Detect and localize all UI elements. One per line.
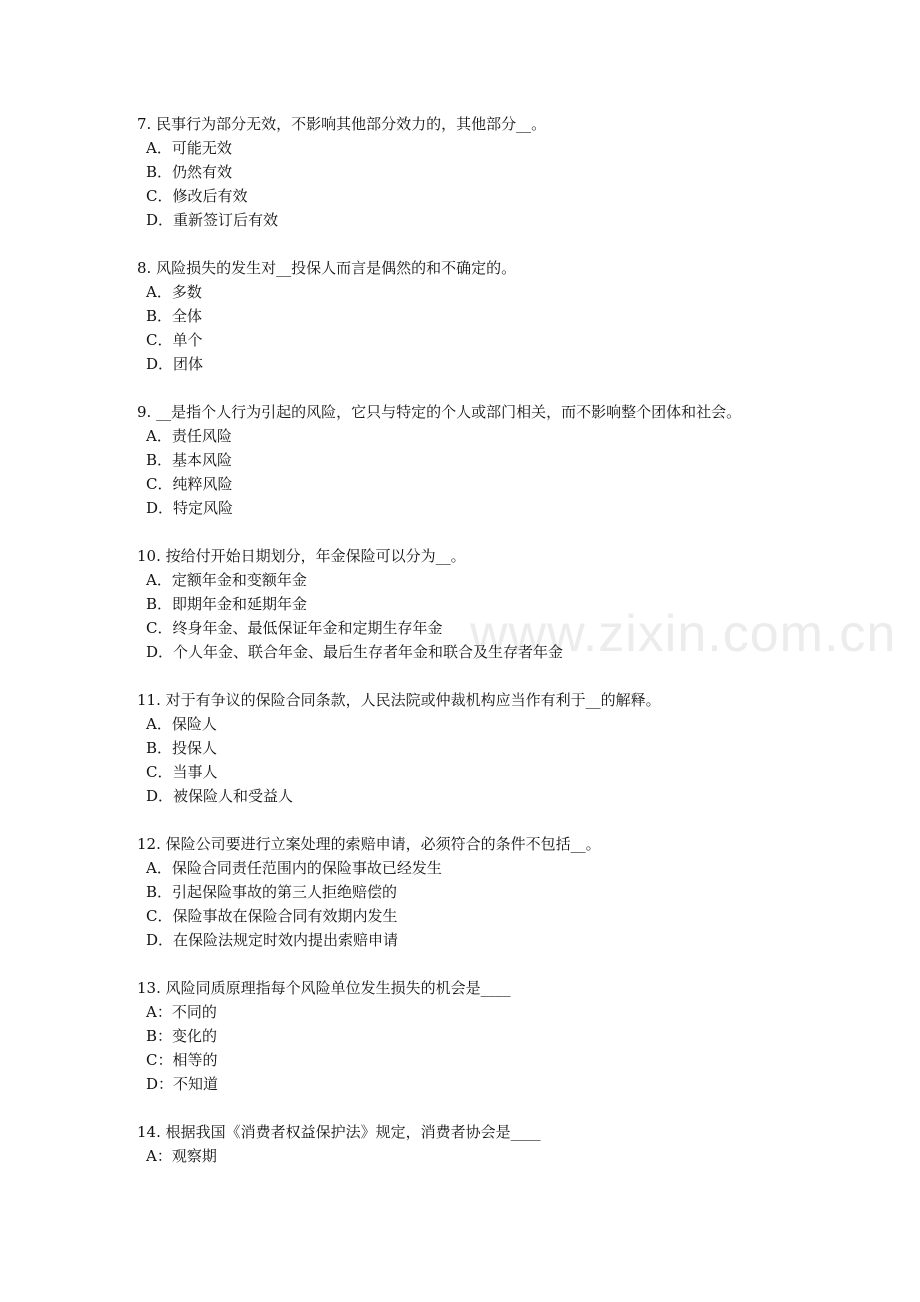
question-12 [137, 832, 877, 952]
question-stem: 12. 保险公司要进行立案处理的索赔申请，必须符合的条件不包括__。 [137, 835, 601, 853]
option-c: C．纯粹风险 [146, 475, 233, 493]
option-b: B：变化的 [146, 1027, 218, 1045]
question-list [137, 112, 877, 1192]
watermark: www.zixin.com.cn [470, 605, 897, 663]
option-c: C．单个 [146, 331, 203, 349]
option-b: B．即期年金和延期年金 [146, 595, 308, 613]
question-stem: 14. 根据我国《消费者权益保护法》规定，消费者协会是____ [137, 1123, 541, 1141]
question-stem: 13. 风险同质原理指每个风险单位发生损失的机会是____ [137, 979, 511, 997]
question-14 [137, 1120, 877, 1168]
option-a: A：观察期 [146, 1147, 217, 1165]
question-13 [137, 976, 877, 1096]
option-d: D．个人年金、联合年金、最后生存者年金和联合及生存者年金 [146, 643, 564, 661]
question-stem: 10. 按给付开始日期划分，年金保险可以分为__。 [137, 547, 466, 565]
option-b: B．引起保险事故的第三人拒绝赔偿的 [146, 883, 398, 901]
option-a: A．可能无效 [146, 139, 232, 157]
question-9 [137, 400, 877, 520]
question-7 [137, 112, 877, 232]
question-stem: 9. __是指个人行为引起的风险，它只与特定的个人或部门相关，而不影响整个团体和社会。 [137, 403, 742, 421]
question-stem: 11. 对于有争议的保险合同条款，人民法院或仲裁机构应当作有利于__的解释。 [137, 691, 661, 709]
question-8 [137, 256, 877, 376]
question-stem: 7. 民事行为部分无效，不影响其他部分效力的，其他部分__。 [137, 115, 547, 133]
option-d: D．在保险法规定时效内提出索赔申请 [146, 931, 399, 949]
option-c: C．保险事故在保险合同有效期内发生 [146, 907, 398, 925]
option-d: D：不知道 [146, 1075, 219, 1093]
option-c: C：相等的 [146, 1051, 218, 1069]
option-a: A．保险合同责任范围内的保险事故已经发生 [146, 859, 442, 877]
question-stem: 8. 风险损失的发生对__投保人而言是偶然的和不确定的。 [137, 259, 517, 277]
option-d: D．特定风险 [146, 499, 234, 517]
option-b: B．全体 [146, 307, 203, 325]
option-d: D．团体 [146, 355, 204, 373]
option-a: A：不同的 [146, 1003, 217, 1021]
option-b: B．仍然有效 [146, 163, 233, 181]
question-10 [137, 544, 877, 664]
option-b: B．基本风险 [146, 451, 233, 469]
option-b: B．投保人 [146, 739, 218, 757]
option-d: D．被保险人和受益人 [146, 787, 294, 805]
question-11 [137, 688, 877, 808]
option-d: D．重新签订后有效 [146, 211, 279, 229]
option-c: C．修改后有效 [146, 187, 248, 205]
option-a: A．定额年金和变额年金 [146, 571, 307, 589]
option-c: C．当事人 [146, 763, 218, 781]
option-a: A．责任风险 [146, 427, 232, 445]
option-c: C．终身年金、最低保证年金和定期生存年金 [146, 619, 443, 637]
option-a: A．多数 [146, 283, 202, 301]
option-a: A．保险人 [146, 715, 217, 733]
